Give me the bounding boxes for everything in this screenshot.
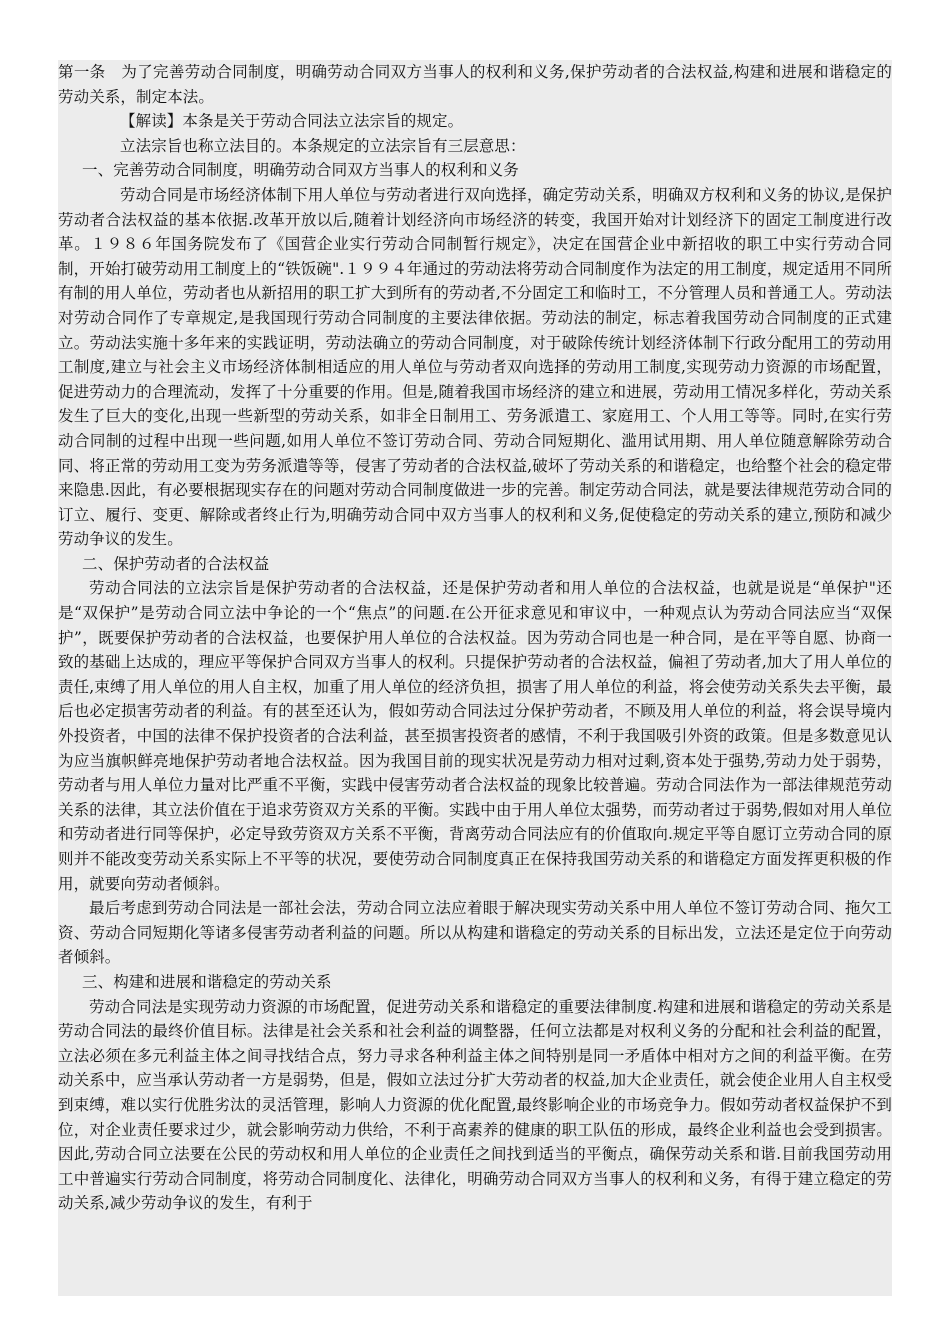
interpretation-intro: 【解读】本条是关于劳动合同法立法宗旨的规定。 (120, 112, 464, 131)
article-text: 第一条 为了完善劳动合同制度，明确劳动合同双方当事人的权利和义务,保护劳动者的合法权益,构建和进展和谐稳定的劳动关系，制定本法。 (58, 63, 892, 106)
section-2-body: 劳动合同法的立法宗旨是保护劳动者的合法权益，还是保护劳动者和用人单位的合法权益，也就是说是“单保护"还是“双保护”是劳动合同立法中争论的一个“焦点”的问题.在公开征求意见和审议中，一种观点认为劳动合同法应当“双保护”，既要保护劳动者的合法权益，也要保护用人单位的合法权益。因为劳动合同也是一种合同，是在平等自愿、协商一致的基础上达成的，理应平等保护合同双方当事人的权利。只提保护劳动者的合法权益，偏袒了劳动者,加大了用人单位的责任,束缚了用人单位的用人自主权，加重了用人单位的经济负担，损害了用人单位的利益，将会使劳动关系失去平衡，最后也必定损害劳动者的利益。有的甚至还认为，假如劳动合同法过分保护劳动者，不顾及用人单位的利益，将会误导境内外投资者，中国的法律不保护投资者的合法利益，甚至损害投资者的感情，不利于我国吸引外资的政策。但是多数意见认为应当旗帜鲜亮地保护劳动者地合法权益。因为我国目前的现实状况是劳动力相对过剩,资本处于强势,劳动力处于弱势，劳动者与用人单位力量对比严重不平衡，实践中侵害劳动者合法权益的现象比较普遍。劳动合同法作为一部法律规范劳动关系的法律，其立法价值在于追求劳资双方关系的平衡。实践中由于用人单位太强势，而劳动者过于弱势,假如对用人单位和劳动者进行同等保护，必定导致劳资双方关系不平衡，背离劳动合同法应有的价值取向.规定平等自愿订立劳动合同的原则并不能改变劳动关系实际上不平等的状况，要使劳动合同制度真正在保持我国劳动关系的和谐稳定方面发挥更积极的作用，就要向劳动者倾斜。 (58, 579, 892, 893)
section-heading-1: 一、完善劳动合同制度，明确劳动合同双方当事人的权利和义务 (82, 161, 519, 180)
purpose-intro: 立法宗旨也称立法目的。本条规定的立法宗旨有三层意思： (120, 136, 526, 155)
section-heading-2: 二、保护劳动者的合法权益 (82, 554, 270, 573)
document-page (58, 60, 892, 1296)
section-heading-3: 三、构建和进展和谐稳定的劳动关系 (82, 972, 332, 991)
section-1-body: 劳动合同是市场经济体制下用人单位与劳动者进行双向选择，确定劳动关系，明确双方权利和义务的协议,是保护劳动者合法权益的基本依据.改革开放以后,随着计划经济向市场经济的转变，我国开始对计划经济下的固定工制度进行改革。１９８６年国务院发布了《国营企业实行劳动合同制暂行规定》，决定在国营企业中新招收的职工中实行劳动合同制，开始打破劳动用工制度上的“铁饭碗".１９９４年通过的劳动法将劳动合同制度作为法定的用工制度，规定适用不同所有制的用人单位，劳动者也从新招用的职工扩大到所有的劳动者,不分固定工和临时工，不分管理人员和普通工人。劳动法对劳动合同作了专章规定,是我国现行劳动合同制度的主要法律依据。劳动法的制定，标志着我国劳动合同制度的正式建立。劳动法实施十多年来的实践证明，劳动法确立的劳动合同制度，对于破除传统计划经济体制下行政分配用工的劳动用工制度,建立与社会主义市场经济体制相适应的用人单位与劳动者双向选择的劳动用工制度,实现劳动力资源的市场配置，促进劳动力的合理流动，发挥了十分重要的作用。但是,随着我国市场经济的建立和进展，劳动用工情况多样化，劳动关系发生了巨大的变化,出现一些新型的劳动关系，如非全日制用工、劳务派遣工、家庭用工、个人用工等等。同时,在实行劳动合同制的过程中出现一些问题,如用人单位不签订劳动合同、劳动合同短期化、滥用试用期、用人单位随意解除劳动合同、将正常的劳动用工变为劳务派遣等等，侵害了劳动者的合法权益,破坏了劳动关系的和谐稳定，也给整个社会的稳定带来隐患.因此，有必要根据现实存在的问题对劳动合同制度做进一步的完善。制定劳动合同法，就是要法律规范劳动合同的订立、履行、变更、解除或者终止行为,明确劳动合同中双方当事人的权利和义务,促使稳定的劳动关系的建立,预防和减少劳动争议的发生。 (58, 185, 892, 549)
section-2-conclusion: 最后考虑到劳动合同法是一部社会法，劳动合同立法应着眼于解决现实劳动关系中用人单位不签订劳动合同、拖欠工资、劳动合同短期化等诸多侵害劳动者利益的问题。所以从构建和谐稳定的劳动关系的目标出发，立法还是定位于向劳动者倾斜。 (58, 899, 892, 967)
section-3-body: 劳动合同法是实现劳动力资源的市场配置，促进劳动关系和谐稳定的重要法律制度.构建和进展和谐稳定的劳动关系是劳动合同法的最终价值目标。法律是社会关系和社会利益的调整器，任何立法都是对权利义务的分配和社会利益的配置，立法必须在多元利益主体之间寻找结合点，努力寻求各种利益主体之间特别是同一矛盾体中相对方之间的利益平衡。在劳动关系中，应当承认劳动者一方是弱势，但是，假如立法过分扩大劳动者的权益,加大企业责任，就会使企业用人自主权受到束缚，难以实行优胜劣汰的灵活管理，影响人力资源的优化配置,最终影响企业的市场竞争力。假如劳动者权益保护不到位，对企业责任要求过少，就会影响劳动力供给，不利于高素养的健康的职工队伍的形成，最终企业利益也会受到损害。因此,劳动合同立法要在公民的劳动权和用人单位的企业责任之间找到适当的平衡点，确保劳动关系和谐.目前我国劳动用工中普遍实行劳动合同制度，将劳动合同制度化、法律化，明确劳动合同双方当事人的权利和义务，有得于建立稳定的劳动关系,减少劳动争议的发生，有利于 (58, 997, 892, 1213)
